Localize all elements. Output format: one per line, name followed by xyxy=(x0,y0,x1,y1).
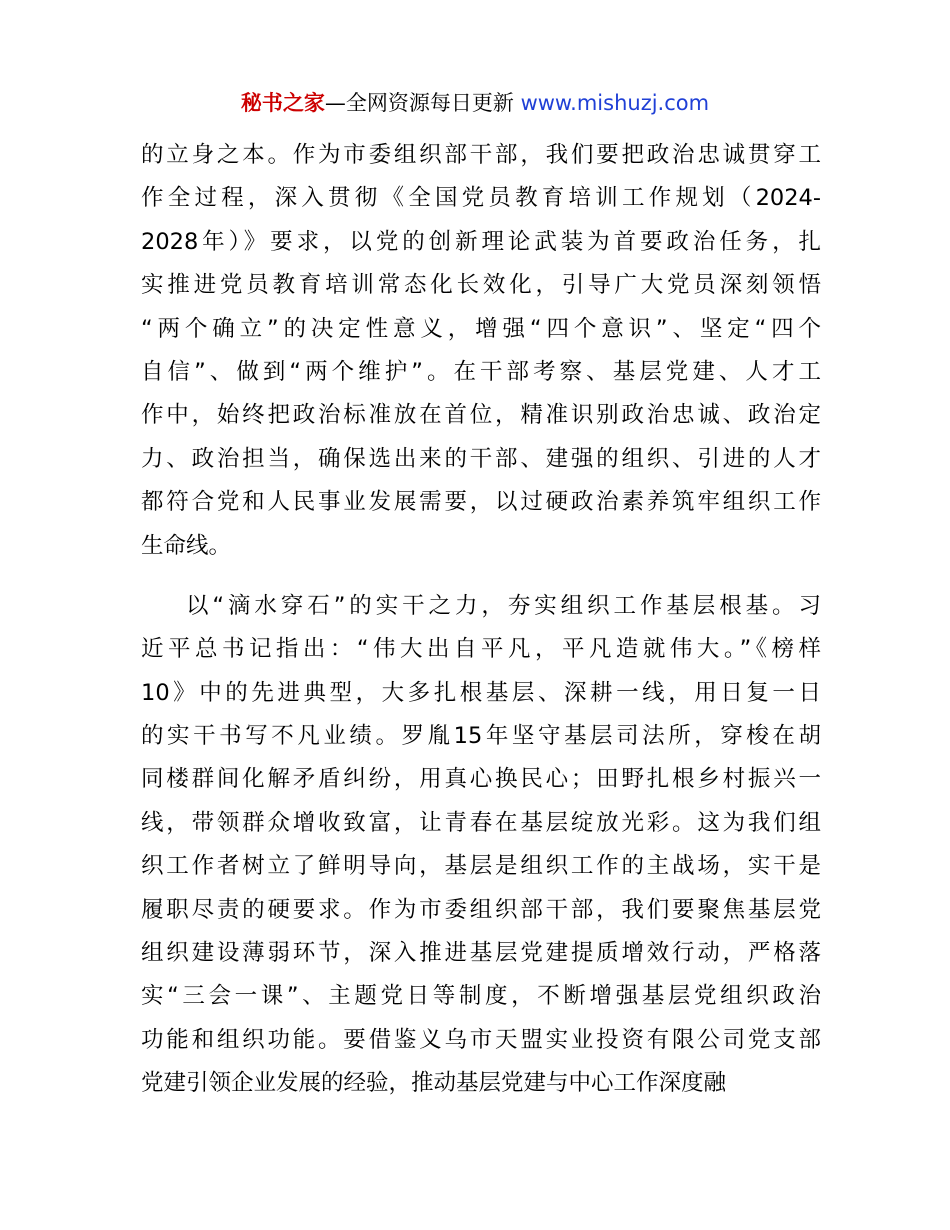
text-line: 组织建设薄弱环节，深入推进基层党建提质增效行动，严格落 xyxy=(141,940,821,967)
paragraph xyxy=(141,134,821,568)
site-header xyxy=(0,88,950,118)
text-line: 2028年）》要求，以党的创新理论武装为首要政治任务，扎 xyxy=(141,228,821,255)
paragraph-gap xyxy=(141,568,821,585)
text-line: 线，带领群众增收致富，让青春在基层绽放光彩。这为我们组 xyxy=(141,809,821,836)
text-line: 自信”、做到“两个维护”。在干部考察、基层党建、人才工 xyxy=(141,358,821,385)
text-line: 生命线。 xyxy=(141,532,232,559)
text-line: 织工作者树立了鲜明导向，基层是组织工作的主战场，实干是 xyxy=(141,853,821,880)
text-line: 作中，始终把政治标准放在首位，精准识别政治忠诚、政治定 xyxy=(141,402,821,429)
text-line: 10》中的先进典型，大多扎根基层、深耕一线，用日复一日 xyxy=(141,679,821,706)
text-line: 都符合党和人民事业发展需要，以过硬政治素养筑牢组织工作 xyxy=(141,489,821,516)
paragraph xyxy=(141,585,821,1106)
text-line: 实推进党员教育培训常态化长效化，引导广大党员深刻领悟 xyxy=(141,272,821,299)
text-line: 以“滴水穿石”的实干之力，夯实组织工作基层根基。习 xyxy=(186,592,821,619)
text-line: 的实干书写不凡业绩。罗胤15年坚守基层司法所，穿梭在胡 xyxy=(141,723,821,750)
text-line: 同楼群间化解矛盾纠纷，用真心换民心；田野扎根乡村振兴一 xyxy=(141,766,821,793)
site-slogan: —全网资源每日更新 xyxy=(324,91,521,115)
text-line: “两个确立”的决定性意义，增强“四个意识”、坚定“四个 xyxy=(141,315,821,342)
text-line: 力、政治担当，确保选出来的干部、建强的组织、引进的人才 xyxy=(141,445,821,472)
text-line: 党建引领企业发展的经验，推动基层党建与中心工作深度融 xyxy=(141,1070,727,1097)
text-line: 履职尽责的硬要求。作为市委组织部干部，我们要聚焦基层党 xyxy=(141,896,821,923)
brand-name: 秘书之家 xyxy=(240,91,325,115)
document-body xyxy=(141,134,821,1106)
text-line: 的立身之本。作为市委组织部干部，我们要把政治忠诚贯穿工 xyxy=(141,142,821,168)
text-line: 近平总书记指出：“伟大出自平凡，平凡造就伟大。”《榜样 xyxy=(141,636,821,663)
site-url-link[interactable]: www.mishuzj.com xyxy=(520,91,710,115)
text-line: 功能和组织功能。要借鉴义乌市天盟实业投资有限公司党支部 xyxy=(141,1026,821,1053)
text-line: 作全过程，深入贯彻《全国党员教育培训工作规划（2024- xyxy=(141,185,821,212)
text-line: 实“三会一课”、主题党日等制度，不断增强基层党组织政治 xyxy=(141,983,821,1010)
